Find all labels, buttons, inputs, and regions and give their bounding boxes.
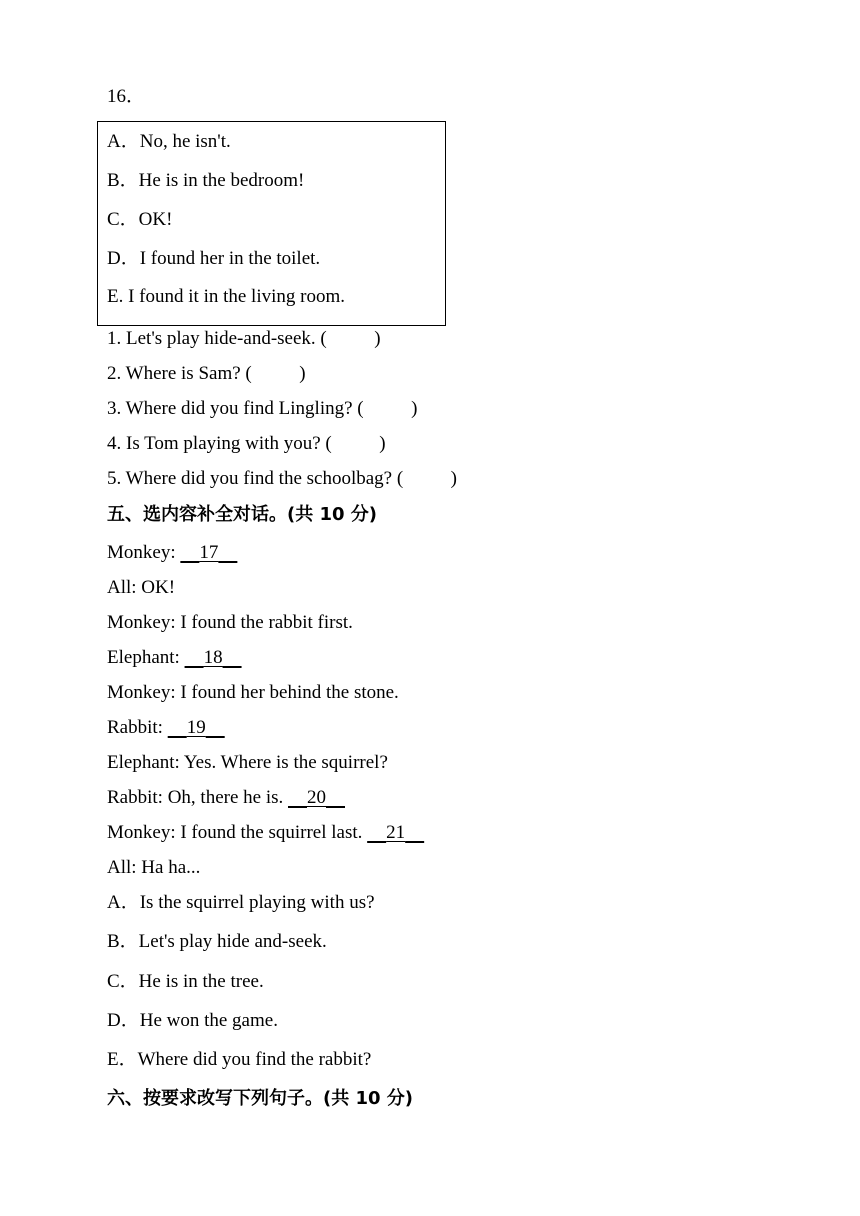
dialogue-line-6 [107,717,225,739]
blank-edge [288,787,307,808]
match-question-2: 2. Where is Sam? ( ) [107,363,306,384]
blank-edge [326,787,345,808]
match-question-3: 3. Where did you find Lingling? ( ) [107,398,418,419]
blank-edge [185,647,204,668]
dialogue-blank-19: 19 [186,717,206,738]
dialogue-blank-18: 18 [203,647,223,668]
dialogue-option-a: A．Is the squirrel playing with us? [107,892,375,913]
dialogue-blank-17: 17 [199,542,219,563]
blank-edge [168,717,187,738]
option-b: B．He is in the bedroom! [107,170,305,191]
match-question-4: 4. Is Tom playing with you? ( ) [107,433,386,454]
dialogue-line-4 [107,647,242,669]
blank-edge [218,542,237,563]
dialogue-line-7: Elephant: Yes. Where is the squirrel? [107,752,388,773]
dialogue-line-3: Monkey: I found the rabbit first. [107,612,353,633]
section-6-heading: 六、按要求改写下列句子。(共 10 分) [107,1088,414,1109]
dialogue-text: Monkey: I found the squirrel last. [107,822,368,843]
dialogue-text: Rabbit: Oh, there he is. [107,787,288,808]
dialogue-line-8 [107,787,345,809]
dialogue-line-10: All: Ha ha... [107,857,201,878]
question-number: 16． [107,86,146,107]
dialogue-blank-21: 21 [386,822,406,843]
match-question-1: 1. Let's play hide-and-seek. ( ) [107,328,381,349]
option-c: C．OK! [107,209,173,230]
dialogue-text: Monkey: [107,542,181,563]
blank-edge [367,822,386,843]
blank-edge [223,647,242,668]
blank-edge [405,822,424,843]
dialogue-line-1 [107,542,237,564]
option-d: D．I found her in the toilet. [107,248,321,269]
dialogue-option-c: C．He is in the tree. [107,971,264,992]
dialogue-option-d: D．He won the game. [107,1010,278,1031]
option-e: E. I found it in the living room. [107,286,346,307]
blank-edge [180,542,199,563]
dialogue-text: Elephant: [107,647,185,668]
dialogue-text: Rabbit: [107,717,168,738]
section-5-heading: 五、选内容补全对话。(共 10 分) [107,504,378,525]
dialogue-line-9 [107,822,424,844]
match-question-5: 5. Where did you find the schoolbag? ( ) [107,468,458,489]
dialogue-option-e: E．Where did you find the rabbit? [107,1049,372,1070]
dialogue-line-2: All: OK! [107,577,176,598]
blank-edge [206,717,225,738]
dialogue-blank-20: 20 [307,787,326,808]
dialogue-option-b: B．Let's play hide and-seek. [107,931,327,952]
option-a: A．No, he isn't. [107,131,231,152]
dialogue-line-5: Monkey: I found her behind the stone. [107,682,399,703]
